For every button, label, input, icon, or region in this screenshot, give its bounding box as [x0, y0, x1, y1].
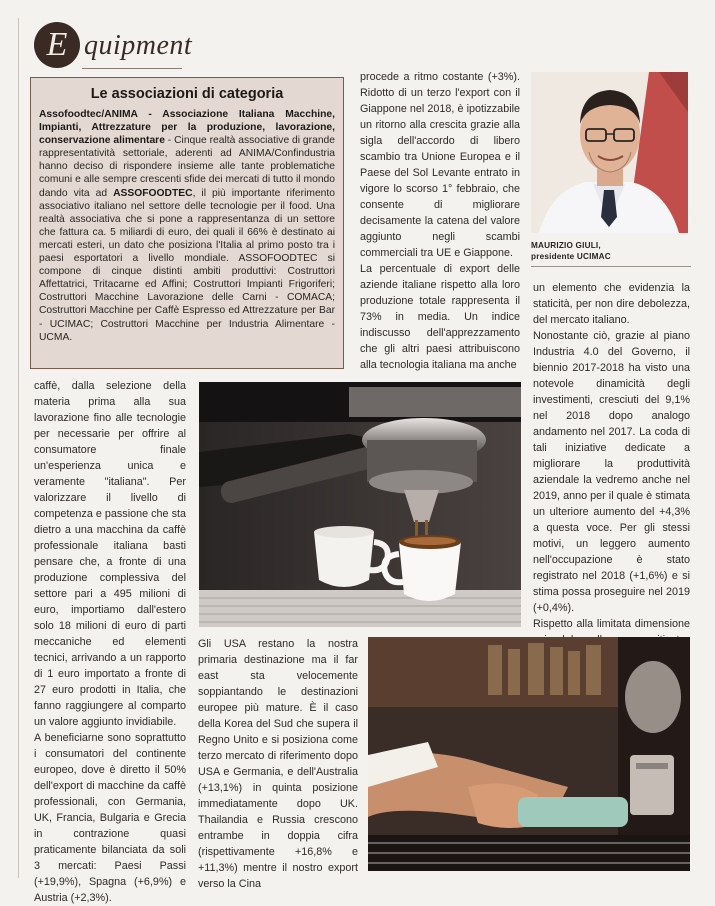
portrait-caption	[531, 240, 691, 262]
caption-name: MAURIZIO GIULI,	[531, 241, 601, 250]
barista-illustration	[368, 637, 690, 871]
section-logo-word: quipment	[84, 30, 193, 61]
paragraph: La percentuale di export delle aziende italiane rispetto alla loro produzione totale rappresenta il 73% in media. Un indice indiscusso dell'apprezzamento che gli altri paesi attribuiscono alla tecnologia italiana ma anche	[360, 263, 520, 371]
article-column-right	[533, 280, 690, 648]
section-logo-underline	[82, 68, 182, 69]
associations-text-2: , il più importante riferimento associativo italiano nel settore delle tecnologie per il food. Una realtà associativa che si pone a rappresentanza di un settore che fattura ca. 5 miliardi di euro, dei quali il 66% è destinato ai mercati esteri, un dato che posiziona l'Italia al primo posto tra i paesi esportatori a livello mondiale. ASSOFOODTEC si compone di cinque distinti ambiti produttivi: Costruttori Affettatrici, Tritacarne ed Affini; Costruttori Impianti Frigoriferi; Costruttori Macchine Lavorazione delle Carni - COMACA; Costruttori Macchine per Caffè Espresso ed Attrezzature per Bar - UCIMAC; Costruttori Macchine per Industria Alimentare - UCMA.	[39, 187, 335, 343]
portrait-illustration	[531, 72, 688, 233]
associations-text-1: - Cinque realtà associative di grande rappresentatività settoriale, aderenti ad ANIMA/Confindustria hanno deciso di rispondere insieme alle tante problematiche comuni e alle sempre crescenti sfide dei mercati di tutto il mondo dando vita ad	[39, 135, 335, 199]
portrait-photo	[531, 72, 688, 233]
paragraph: caffè, dalla selezione della materia prima alla sua lavorazione fino alle tecnologie per necessarie per offrire al consumatore finale un'esperienza unica e veramente "italiana". Per valorizzare il livello di competenza e passione che sta dietro a una macchina da caffè professionale italiana basti pensare che, a fronte di una produzione complessiva del settore pari a 495 milioni di euro, importiamo dall'estero solo 18 milioni di euro di parti meccaniche ed elementi tecnici, arrivando a un rapporto di 1 euro importato a fronte di 27 euro prodotti in Italia, che fanno raggiungere al comparto un valore aggiunto invidiabile.	[34, 380, 186, 728]
paragraph: procede a ritmo costante (+3%). Ridotto di un terzo l'export con il Giappone nel 2018, è ipotizzabile un ritorno alla crescita grazie alla sigla dell'accordo di libero scambio tra Unione Europea e il Paese del Sol Levante entrato in vigore lo scorso 1° febbraio, che consente di migliorare decisamente la catena del valore aggiunto negli scambi commerciali tra UE e Giappone.	[360, 71, 520, 259]
espresso-illustration	[199, 382, 521, 627]
paragraph: Nonostante ciò, grazie al piano Industria 4.0 del Governo, il biennio 2017-2018 ha visto una notevole dinamicità degli investimenti, cresciuti del 9,1% nel 2018 dopo analogo andamento nel 2017. La coda di tali iniziative dedicate a migliorare la produttività aziendale la vedremo anche nel 2019, anno per il quale è stimata un ulteriore aumento del +4,3% a questa voce. Per gli stessi motivi, un leggero aumento nell'occupazione è stato registrato nel 2018 (+1,6%) e si stima possa proseguire nel 2019 (+0,4%).	[533, 330, 690, 614]
paragraph: Rispetto alla limitata dimensione	[533, 618, 690, 630]
associations-box	[30, 77, 344, 369]
associations-box-text	[31, 102, 343, 344]
section-logo	[34, 20, 193, 76]
associations-box-title: Le associazioni di categoria	[90, 86, 284, 102]
paragraph: A beneficiarne sono soprattutto i consumatori del continente europeo, dove è diretto il 50% dell'export di macchine da caffè professionali, con Germania, UK, Francia, Bulgaria e Grecia in contrazione quasi praticamente bilanciata da soli 3 mercati: Paesi Passi (+19,9%), Spagna (+6,9%) e Austria (+2,3%).	[34, 732, 186, 904]
barista-photo	[368, 637, 690, 871]
article-column-top	[360, 69, 520, 373]
page-gutter-line	[18, 18, 19, 878]
caption-role: presidente UCIMAC	[531, 252, 611, 261]
caption-divider	[531, 266, 691, 267]
article-column-left	[34, 378, 186, 906]
paragraph: Gli USA restano la nostra primaria destinazione ma il far east sta velocemente soppiantando le destinazioni europee più mature. È il caso della Korea del Sud che supera il Regno Unito e si posiziona come terzo mercato di riferimento dopo USA e Germania, e dell'Australia (+13,1%) in quinta posizione immediatamente dopo UK. Thailandia e Russia crescono entrambe in doppia cifra (rispettivamente +16,8% e +11,3%) mentre il nostro export verso la Cina	[198, 638, 358, 890]
espresso-machine-photo	[199, 382, 521, 627]
article-column-middle	[198, 636, 358, 892]
section-logo-letter: E	[34, 22, 80, 68]
assofoodtec-label: ASSOFOODTEC	[113, 187, 193, 199]
associations-lead: Assofoodtec/ANIMA - Associazione Italiana Macchine, Impianti, Attrezzature per la produzione, lavorazione, conservazione alimentare	[39, 109, 335, 147]
paragraph: un elemento che evidenzia la staticità, per non dire debolezza, del mercato italiano.	[533, 282, 690, 326]
